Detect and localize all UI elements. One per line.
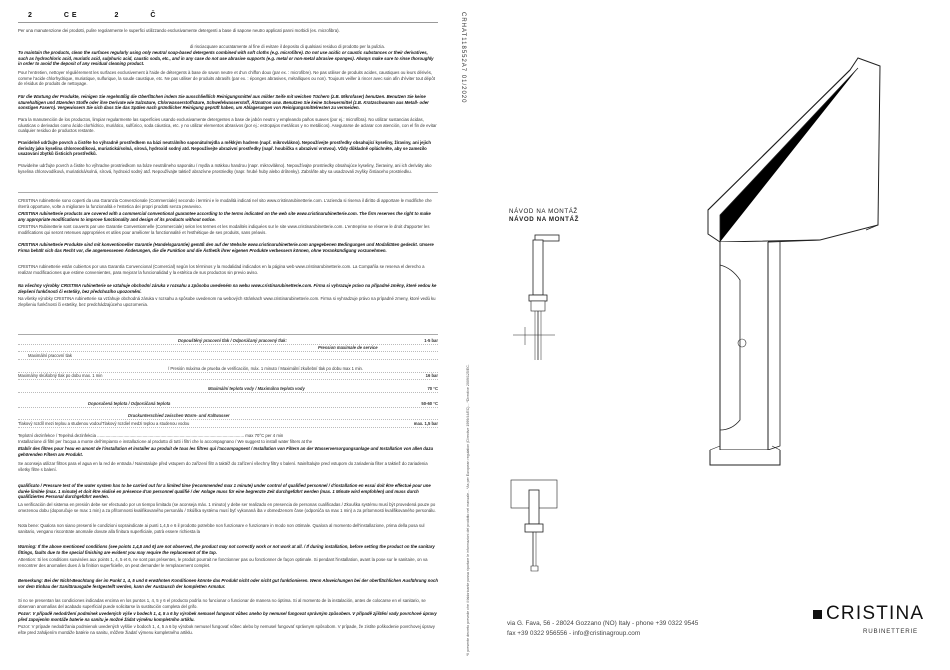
install-bemerkung-de: Bemerkung: Bei der Nicht-Beachtung der im Punkt 1, 4, 5 und 6 erwähnten Konditionen könnte das Produkt nicht oder nicht gut funktionieren. Wenn Abweichungen bei der oberflächlichen Ausführung noch vor dem Einbau der Sanitärausgabe festgestellt werden, kann der Austausch der kompletten Armatur.: [18, 578, 438, 589]
install-filters-es-cz-sk: Se aconseja utilizar filtros para el agua en la red de entrada / Nainstalujte před vstupem do zařízení filtr a taktéž do zařízení všechny filtry s balení. Nainštalujte pred vstupom do zariadenia filter a taktiež do zariadenia všetky filtre s balení.: [18, 461, 428, 472]
spec-row: [18, 401, 438, 408]
install-pressure-test-es-cz-sk: La verificación del sistema en presión debe ser efectuado por un tiempo limitado (se aconseja máx. 1 minuto) y debe ser realizado en presencia de personas cualificadas / Zkouška systému musí být provedená pouze po omezenou dobu (doporučuje se max 1 min) a za přítomnosti kvalifikovaného personálu / Skúška systému musí byť vykonaná iba v obmedzenom čase (odporúča sa max 1 min) a za prítomnosti kvalifikovaného personálu.: [18, 502, 436, 513]
spec-value: 1-5 bar: [424, 338, 438, 343]
spec-value: 16 bar: [425, 373, 438, 378]
footer-address: via G. Fava, 56 - 28024 Gozzano (NO) Italy - phone +39 0322 9545: [507, 620, 699, 627]
spec-row: [18, 338, 438, 345]
install-pressure-test: qualificato / Pressure test of the water system has to be carried out for a limited time (recommended max 1 minute) under control of qualified personnel / d'installation en essai doit être effectué pour une durée limitée (max. 1 minute) et doit être réalisé en présence d'un personnel qualifié / der Anlage muss für eine begrenzte Zeit durchgeführt werden (max. 1 Minute wird empfohlen) und muss durch qualifiziertes Personal durchgeführt werden.: [18, 483, 431, 500]
install-filters-it: Installazione di filtri per l'acqua a monte dell'impianto e installazione al prodotto di tutti i filtri che lo accompagnano / We suggest to install water filters at the: [18, 439, 313, 444]
install-pozor-sk: Pozor: V prípade nedodržania podmienok uvedených vyššie v bodoch 1, 4, 5 a 6 by výrobok nemusel fungovať vôbec alebo by nemusel fungovať správnym spôsobom. V prípade, že zistíte poškodenie povrchovej úpravy ešte pred zahájením montáže batérie na sanitu, môžete žiadať výmenu kompletného artiklu.: [18, 624, 435, 635]
spec-row: [18, 373, 438, 380]
maintenance-cz: Pravidelně udržujte povrch a čistěte ho výhradně prostředkem na bázi neutrálního saponátu/mýdla a měkkým hadrem (např. mikrovlákno). Nepoužívejte prostředky obsahující kyseliny, žíraviny, ani jejich deriváty jako kyselina chlorovodíková, muriatická/solná, sírová, hydroxid sodný atd. Nepoužívejte abrazivní prostředky (např. houbička s abrazivní vrstvou). Vždy důkladně opláchněte, aby se zamezilo usazování zbytků čisticích prostředků.: [18, 140, 431, 157]
install-attention-fr: Attention: Si les conditions susvisées aux points 1, 4, 5 et 6, ne sont pas présentes, le produit pourrait ne fonctionner pas ou fonctionner de façon optimale. Si pendant l'installation, avant la pose sur le sanitaire, on va rencontrer des anomalies dues à la finition superficielle, on peut demander le remplacement complet.: [18, 557, 428, 568]
warranty-cz: Na všechny výrobky CRISTINA rubinetterie se vztahuje obchodní záruka v rozsahu a způsobu uvedeném na webu www.cristinarubinetterie.com. Firma si vyhrazuje právo na případné změny, které vedou ke zlepšení funkčnosti či estetiky, bez předchozího upozornění.: [18, 283, 437, 294]
install-warning-en: Warning: If the above mentioned conditions (see points 1,4,5 and 6) are not observed, the product may not correctly work or not work at all. / If during installation, before setting the product on the sanitary fittings, faults due to the special finishing are evident you may require the replacement of the tap.: [18, 544, 435, 555]
mount-title-sk: NÁVOD NA MONTÁŽ: [509, 216, 579, 223]
header-code: 2: [28, 12, 35, 19]
warranty-it: CRISTINA rubinetterie sono coperti da una Garanzia Convenzionale (Commerciale) secondo i termini e le modalità indicati nel sito www.cristinarubinetterie.com. L'azienda si riserva il diritto di apportare le modifiche che riterrà opportune, volte a migliorare la funzionalità e l'estetica dei propri prodotti senza preavviso.: [18, 198, 432, 209]
spec-row: [18, 413, 438, 420]
maintenance-it: Per una manutenzione dei prodotti, pulire regolarmente le superfici utilizzando esclusivamente detergenti a base di sapone neutro applicati panni morbidi (es. microfibra).: [18, 28, 340, 33]
mount-title-cz: NÁVOD NA MONTÁŽ: [509, 208, 578, 215]
header-code: Č: [150, 12, 159, 19]
spec-value: 50-60 °C: [421, 401, 438, 406]
spec-label: Maximální pracovní tlak: [28, 353, 72, 358]
faucet-illustration: [560, 10, 920, 510]
spec-row: [18, 353, 438, 360]
spec-label: Tlakový rozdíl mezi teplou a studenou vodou/Tlakový rozdiel medzi teplou a studenou vodou: [18, 421, 190, 426]
spec-label: Maximální teplota vody / Maximálna teplota vody: [208, 386, 305, 391]
divider: [18, 334, 438, 335]
spec-value: max. 1,5 bar: [413, 421, 438, 426]
divider: [18, 192, 438, 193]
header-code: CE: [63, 12, 80, 19]
warranty-en: CRISTINA rubinetterie products are covered with a commercial conventional guarantee according to the terms indicated on the web site www.cristinarubinetterie.com. The firm reserves the right to make any appropriate modifications to improve functionality and design of its products without notice.: [18, 211, 431, 222]
install-note-es: Si no se presentan las condiciones indicadas encima en los puntos 1, 4, 5 y 6 el producto podría no funcionar o funcionar de manera no óptima. Si al momento de la instalación, antes de colocarse en el sanitario, se observan anomalías del acabado superficial puede solicitarse la sustitución completa del grifo.: [18, 598, 426, 609]
footer-contact: fax +39 0322 956556 - info@cristinagroup.com: [507, 630, 641, 637]
spec-label: Pression maximale de service: [318, 345, 378, 350]
header-code: 2: [114, 12, 122, 19]
install-note-it: Nota bene: Qualora non siano presenti le condizioni sopraindicate ai punti 1,4,5 e 6 il prodotto potrebbe non funzionare e funzionare in modo non ottimale. Qualora al momento dell'installazione, prima della posa sul sanitario, vengano riscontrate anomalie dovute alla finitura superficiale, potrà essere richiesta la: [18, 523, 425, 534]
spec-label: Maximálny skúšobný tlak po dobu max. 1 min: [18, 373, 103, 378]
brand-subtitle: RUBINETTERIE: [863, 628, 918, 635]
document-code: CRHAT118552A7 01/2020: [460, 12, 466, 104]
spec-label: Dopouštěný pracovní tlak / Odporúčaný pracovný tlak:: [178, 338, 287, 343]
spec-row: [18, 421, 438, 428]
side-footnote: *Il presente decreto prevede che il fabbricante possa riportare le informazioni del prodotto nel manuale... *As per European regulation (Directive 1999/44/EC)... *Directive 2009/125/EC.: [466, 364, 470, 656]
warranty-es: CRISTINA rubinetterie están cubiertos por una Garantía Convencional (Comercial) según los términos y la modalidad indicados en la página web www.cristinarubinetterie.com. La Compañía se reserva el derecho a realizar modificaciones que estime convenientes, para mejorar la funcionalidad y la estética de sus productos sin previo aviso.: [18, 264, 425, 275]
warranty-sk: Na všetky výrobky CRISTINA rubinetterie sa vzťahuje obchodná záruka v rozsahu a spôsobe uvedenom na webových stránkach www.cristinarubinetterie.com. Firma si vyhradzuje právo na prípadné zmeny, ktoré vedú ku zlepšeniu funkčnosti či estetiky, bez predchádzajúceho upozornenia.: [18, 296, 436, 307]
spec-row: [18, 345, 438, 352]
spec-label: / Presión máxima de prueba de verificación, máx. 1 minuto / Maximální zkušební tlak po dobu max 1 min.: [168, 366, 364, 371]
spec-row: [18, 386, 438, 393]
hose-diagram: [505, 470, 565, 575]
install-disinfection: Teplotní dezinfekce / Tepelná dezinfekcia ........................................................................................................................... max 70°C per 4 min: [18, 433, 284, 438]
spec-value: 70 °C: [427, 386, 438, 391]
spec-label: Doporučená teplota / Odporúčaná teplota: [88, 401, 171, 406]
maintenance-es: Para la manutención de los productos, limpiar regularmente las superficies usando exclusivamente detergentes a base de jabón neutro y empleando paños suaves (por ej.: microfibra). No utilizar sustancias ácidas, cáusticas o derivados como ácido clorhídrico, muriático, sulfúrico, soda cáustica, etc. y no utilizar elementos abrasivos (por ej.: estropajos metálicos y no metálicos). Asegurarse de aclarar con atención, con el fin de evitar cualquier residuo de productos restante.: [18, 117, 437, 134]
maintenance-it-rinse: di risciacquare accuratamente al fine di evitare il deposito di qualsiasi residuo di prodotto per la pulizia.: [190, 44, 385, 49]
warranty-de: CRISTINA rubinetterie Produkte sind mit konventioneller Garantie (Handelsgarantie) gemäß den auf der Website www.cristinarubinetterie.com angegebenen Bedingungen und Modalitäten gedeckt. Unsere Firma behält sich das Recht vor, die angemessenen Änderungen, die die Funktion und die Ästhetik ihrer eigenen Produkte verbessern können, ohne Vorankündigung vorzunehmen.: [18, 242, 434, 253]
maintenance-en: To maintain the products, clean the surfaces regularly using only neutral soap-based detergents combined with soft cloths (e.g. microfibre). Do not use acidic or caustic substances or their derivatives, such as hydrochloric acid, muriatic acid, sulphuric acid, caustic soda, etc., and in any case do not use abrasive supports (e.g. metal or non-metal abrasive sponges). Always make sure to rinse thoroughly in order to avoid the deposit of any residual cleaning product.: [18, 50, 434, 67]
brand-logo-square-icon: [813, 610, 822, 619]
document-header: [18, 12, 438, 23]
brand-logo: CRISTINA: [826, 603, 925, 624]
spec-row: [18, 366, 438, 373]
small-faucet-diagram: [505, 225, 565, 370]
maintenance-sk: Pravidelne udržujte povrch a čistite ho výhradne prostriedkom na báze neutrálneho saponátu / mydla a mäkkou handrou (napr. mikrovlákno). Nepoužívajte prostriedky obsahujúce kyseliny, žieraviny, ani ich deriváty ako kyselina chlorovodíková, muriatická/solná, sírová, hydroxid sodný atď. Nepoužívajte taktiež abrazívne prostriedky (napr. hrubé huby alebo drôtenky). Zabráňte aby sa usadzovali zvyšky čistiaceho prostriedku.: [18, 163, 432, 174]
spec-label: Druckunterschied zwischen Warm- und Kaltwasser: [128, 413, 230, 418]
install-pozor-cz: Pozor: V případě nedodržení podmínek uvedených výše v bodech 1, 4, 5 a 6 by výrobek nemusel fungovat vůbec anebo by nemusel fungovat správným způsobem. V případě zjištění vady povrchové úpravy před zapojením montáže baterie na sanitu je možné žádat výměnu kompletního artiklu.: [18, 611, 437, 622]
maintenance-fr: Pour l'entretien, nettoyer régulièrement les surfaces exclusivement à l'aide de détergents à base de savon neutre et d'un chiffon doux (par ex. : microfibre). Ne pas utiliser de produits acides, caustiques ou leurs dérivés, comme l'acide chlorhydrique, muriatique, sulfurique, la soude caustique, etc. Ne pas utiliser de produits abrasifs (par ex. : éponges abrasives, métalliques ou non). Toujours veiller à rincer avec soin afin d'éviter tout dépôt de résidus de produits de nettoyage.: [18, 70, 435, 87]
install-filters-fr-de: Etablir des filtres pour l'eau en amont de l'installation et installer au produit de tous les filtres qui l'accompagnent / Installation von Filtern an der Wasserversorgungsanlage und Installation von allen dazu gehörenden Filtern am Produkt.: [18, 446, 434, 457]
warranty-fr: CRISTINA Rubinetterie sont couverts par une Garantie Conventionnelle (Commerciale) selon les termes et les modalités indiquées sur le site www.cristinarubinetterie.com. L'entreprise se réserve le droit d'apporter les modifications qui seront retenues appropriées et utiles pour améliorer la fonctionnalité et l'esthétique de ses produits, sans préavis.: [18, 224, 430, 235]
maintenance-de: Für die Wartung der Produkte, reinigen Sie regelmäßig die Oberflächen indem Sie ausschließlich Reinigungsmittel aus milder Seife mit weichen Tüchern (z.B. Mikrofaser) benutzen. Benutzen Sie keine säurehaltigen und ätzenden Stoffe oder ihre Derivate wie Salzsäure, Chlorwasserstoffsäure, Schwefelwasserstoff, Ätznatron usw. Benutzen Sie keine Scheuermittel (z.B. Kratzschwamm aus Metall- oder sonstigen Fasern). Vergewissern Sie sich dass Sie das Spülen nach gründlicher Reinigung geprüft haben, um Ablagerungen von Reinigungsmittelresten zu vermeiden.: [18, 94, 429, 111]
